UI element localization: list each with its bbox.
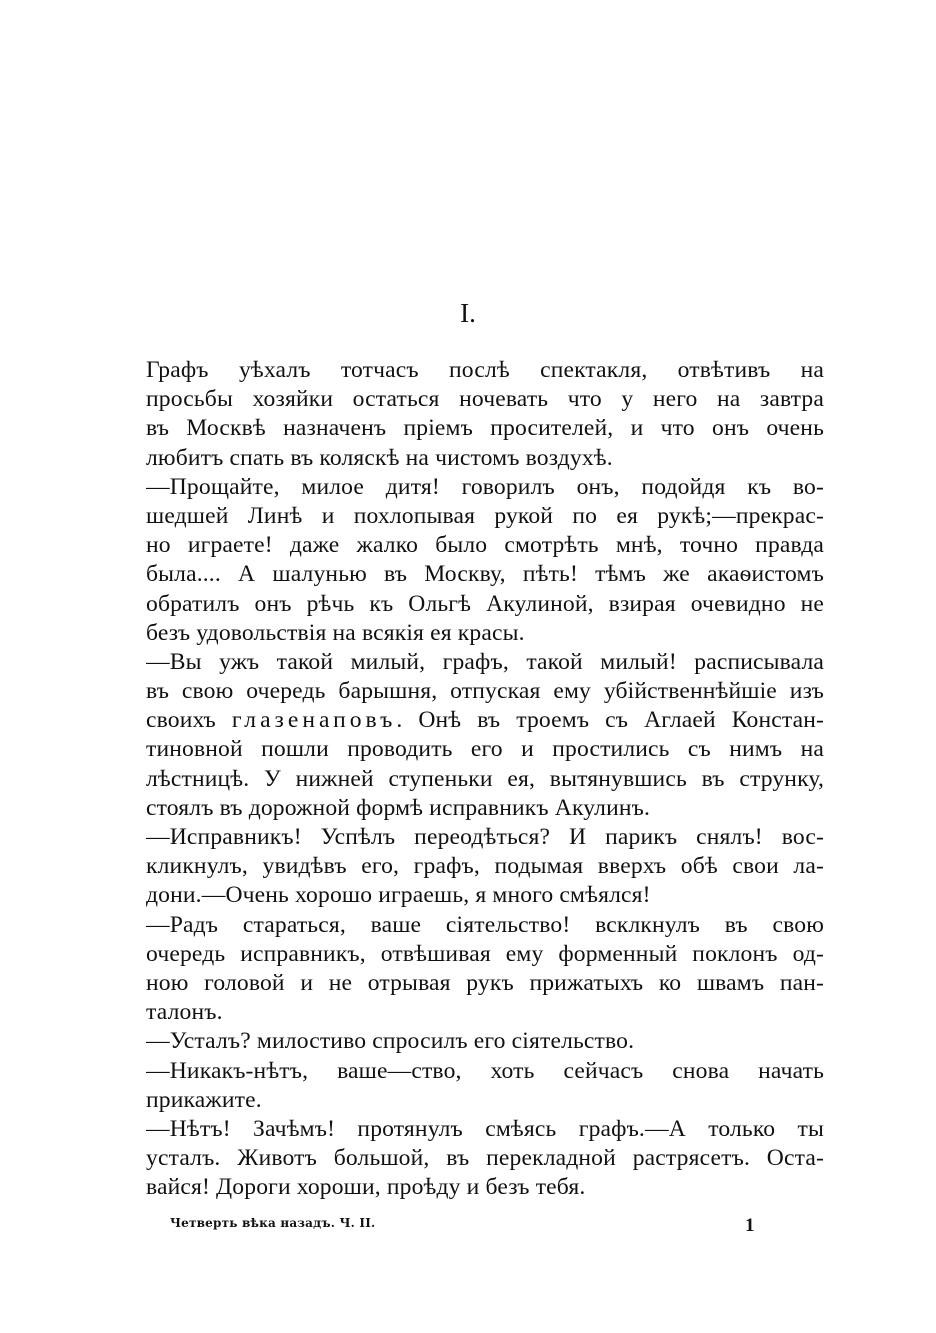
text-line: ною головой и не отрывая рукъ прижатыхъ ко швамъ пан-: [146, 969, 824, 996]
text-line: тиновной пошли проводить его и простились съ нимъ на: [146, 736, 824, 763]
text-line: безъ удовольствія на всякія ея красы.: [146, 619, 525, 646]
text-line: —Радъ стараться, ваше сіятельство! всклкнулъ въ свою: [146, 911, 824, 938]
text-line: дони.—Очень хорошо играешь, я много смѣялся!: [146, 882, 651, 909]
text-line: просьбы хозяйки остаться ночевать что у него на завтра: [146, 386, 824, 413]
text-line: въ свою очередь барышня, отпуская ему убійственнѣйшіе изъ: [146, 678, 824, 705]
text-line: стоялъ въ дорожной формѣ исправникъ Акулинъ.: [146, 794, 651, 821]
emphasized-word: глазенаповъ: [231, 707, 397, 734]
text-line: кликнулъ, увидѣвъ его, графъ, подымая вверхъ обѣ свои ла-: [146, 853, 824, 880]
text-body: [146, 356, 824, 1202]
text-line: —Исправникъ! Успѣлъ переодѣться? И парикъ снялъ! вос-: [146, 824, 824, 850]
text-line: —Прощайте, милое дитя! говорилъ онъ, подойдя къ во-: [146, 473, 824, 500]
text-line: обратилъ онъ рѣчь къ Ольгѣ Акулиной, взирая очевидно не: [146, 590, 824, 617]
page-number: 1: [745, 1215, 755, 1236]
text-line: прикажите.: [146, 1086, 262, 1113]
text-line: очередь исправникъ, отвѣшивая ему форменный поклонъ од-: [146, 940, 824, 967]
text-line: но играете! даже жалко было смотрѣть мнѣ, точно правда: [146, 532, 824, 559]
chapter-heading: I.: [460, 298, 476, 328]
text-line: своихъ глазенаповъ. Онѣ въ троемъ съ Аглаей Констан-: [146, 707, 824, 734]
text-line: была.... А шалунью въ Москву, пѣть! тѣмъ же акаѳистомъ: [146, 561, 824, 588]
text-line: усталъ. Животъ большой, въ перекладной растрясетъ. Оста-: [146, 1145, 824, 1172]
text-line: любитъ спать въ коляскѣ на чистомъ воздухѣ.: [146, 444, 613, 471]
text-line: въ Москвѣ назначенъ пріемъ просителей, и что онъ очень: [146, 415, 824, 442]
page-footer: [170, 1213, 770, 1237]
footer-signature: Четверть вѣка назадъ. Ч. II.: [170, 1216, 376, 1230]
text-line: —Нѣтъ! Зачѣмъ! протянулъ смѣясь графъ.—А только ты: [146, 1115, 824, 1142]
text-line: лѣстницѣ. У нижней ступеньки ея, вытянувшись въ струнку,: [146, 765, 824, 792]
text-line: шедшей Линѣ и похлопывая рукой по ея рукѣ;—прекрас-: [146, 502, 824, 529]
text-line: —Никакъ-нѣтъ, ваше—ство, хоть сейчасъ снова начать: [146, 1057, 824, 1084]
text-line: вайся! Дороги хороши, проѣду и безъ тебя.: [146, 1174, 586, 1201]
text-line: —Вы ужъ такой милый, графъ, такой милый! расписывала: [146, 648, 824, 675]
text-line: Графъ уѣхалъ тотчасъ послѣ спектакля, отвѣтивъ на: [146, 357, 824, 383]
text-line: —Усталъ? милостиво спросилъ его сіятельство.: [146, 1028, 635, 1055]
text-line: талонъ.: [146, 999, 223, 1026]
